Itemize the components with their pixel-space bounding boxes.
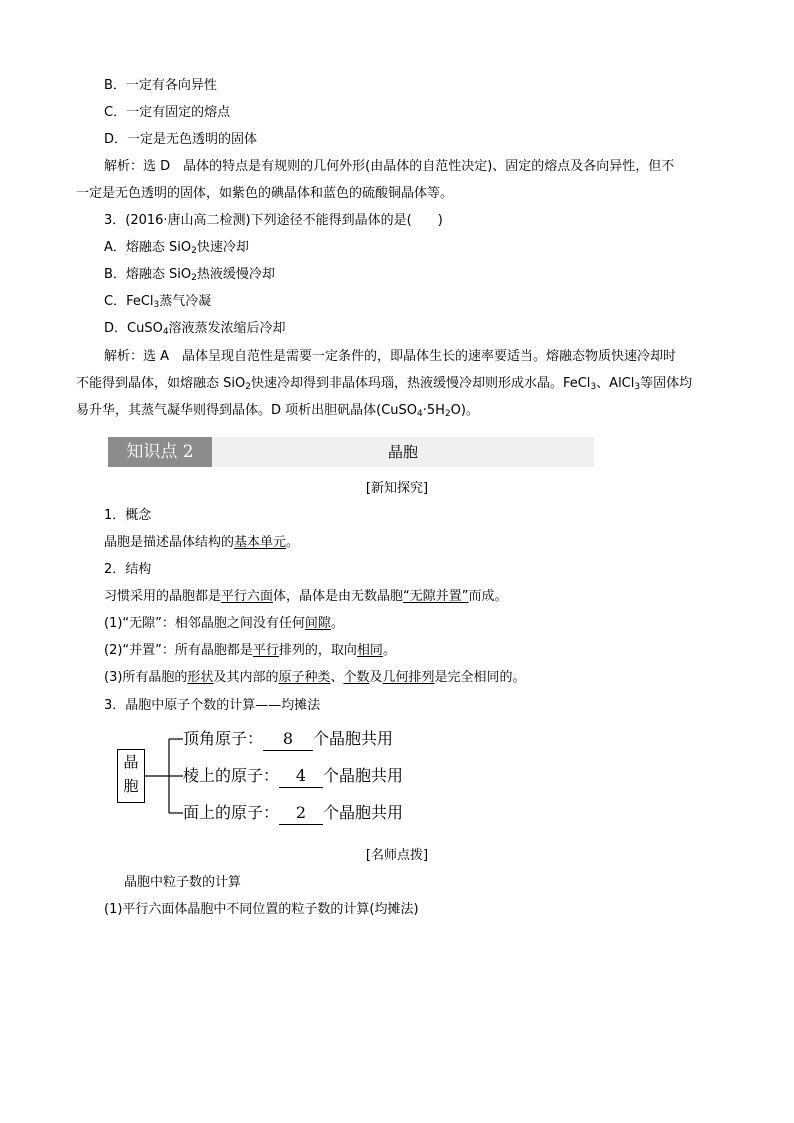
section-label-teacher: [名师点拨]: [365, 848, 429, 863]
structure-item1: (1)“无隙”：相邻晶胞之间没有任何间隙。: [104, 616, 344, 631]
analysis2-line1: 解析：选 A 晶体呈现自范性是需要一定条件的，即晶体生长的速率要适当。熔融态物质快速冷却时: [104, 349, 677, 364]
analysis1-line1: 解析：选 D 晶体的特点是有规则的几何外形(由晶体的自范性决定)、固定的熔点及各向异性，但不: [104, 159, 675, 174]
teacher-item1: (1)平行六面体晶胞中不同位置的粒子数的计算(均摊法): [104, 902, 419, 917]
blank-vertex-value: 8: [263, 728, 313, 751]
structure-heading: 2．结构: [104, 562, 152, 577]
option-d: D．一定是无色透明的固体: [104, 132, 258, 147]
structure-item3: (3)所有晶胞的形状及其内部的原子种类、个数及几何排列是完全相同的。: [104, 670, 526, 685]
option-b: B．一定有各向异性: [104, 78, 217, 93]
q3-option-a: A．熔融态 SiO$_2$快速冷却: [104, 240, 249, 256]
blank-face-value: 2: [279, 802, 323, 825]
q3-option-c: C．FeCl$_3$蒸气冷凝: [104, 294, 212, 310]
knowledge-point-tag: 知识点 2: [108, 437, 212, 467]
analysis2-line2: 不能得到晶体，如熔融态 SiO$_2$快速冷却得到非晶体玛瑙，热液缓慢冷却则形成水晶。FeCl$_3$、AlCl$_3$等固体均: [76, 376, 693, 392]
knowledge-point-banner: [108, 437, 594, 467]
option-c: C．一定有固定的熔点: [104, 105, 231, 120]
box-char-2: 胞: [123, 777, 139, 795]
analysis1-line2: 一定是无色透明的固体，如紫色的碘晶体和蓝色的硫酸铜晶体等。: [76, 186, 454, 201]
concept-text: 晶胞是描述晶体结构的基本单元。: [104, 535, 300, 550]
row-edge-atoms: 棱上的原子： 4 个晶胞共用: [183, 765, 403, 788]
q3-option-b: B．熔融态 SiO$_2$热液缓慢冷却: [104, 267, 275, 283]
row-face-atoms: 面上的原子： 2 个晶胞共用: [183, 802, 403, 825]
unit-cell-sharing-diagram: [117, 721, 447, 831]
structure-line1: 习惯采用的晶胞都是平行六面体，晶体是由无数晶胞“无隙并置”而成。: [104, 589, 508, 604]
section-label-new-knowledge: [新知探究]: [365, 481, 429, 496]
row-vertex-atoms: 顶角原子： 8 个晶胞共用: [183, 728, 393, 751]
concept-heading: 1．概念: [104, 508, 152, 523]
knowledge-point-title: 晶胞: [212, 437, 594, 467]
blank-edge-value: 4: [279, 765, 323, 788]
q3-option-d: D．CuSO$_4$溶液蒸发浓缩后冷却: [104, 321, 286, 337]
calc-heading: 3．晶胞中原子个数的计算——均摊法: [104, 698, 321, 713]
box-char-1: 晶: [123, 753, 139, 771]
analysis2-line3: 易升华，其蒸气凝华则得到晶体。D 项析出胆矾晶体$(CuSO_4\cdot 5H_2O)$。: [76, 403, 479, 419]
question3-stem: 3．(2016·唐山高二检测)下列途径不能得到晶体的是( ): [104, 213, 443, 228]
structure-item2: (2)“并置”：所有晶胞都是平行排列的，取向相同。: [104, 643, 396, 658]
unit-cell-box: [117, 749, 145, 803]
teacher-title: 晶胞中粒子数的计算: [124, 875, 242, 890]
